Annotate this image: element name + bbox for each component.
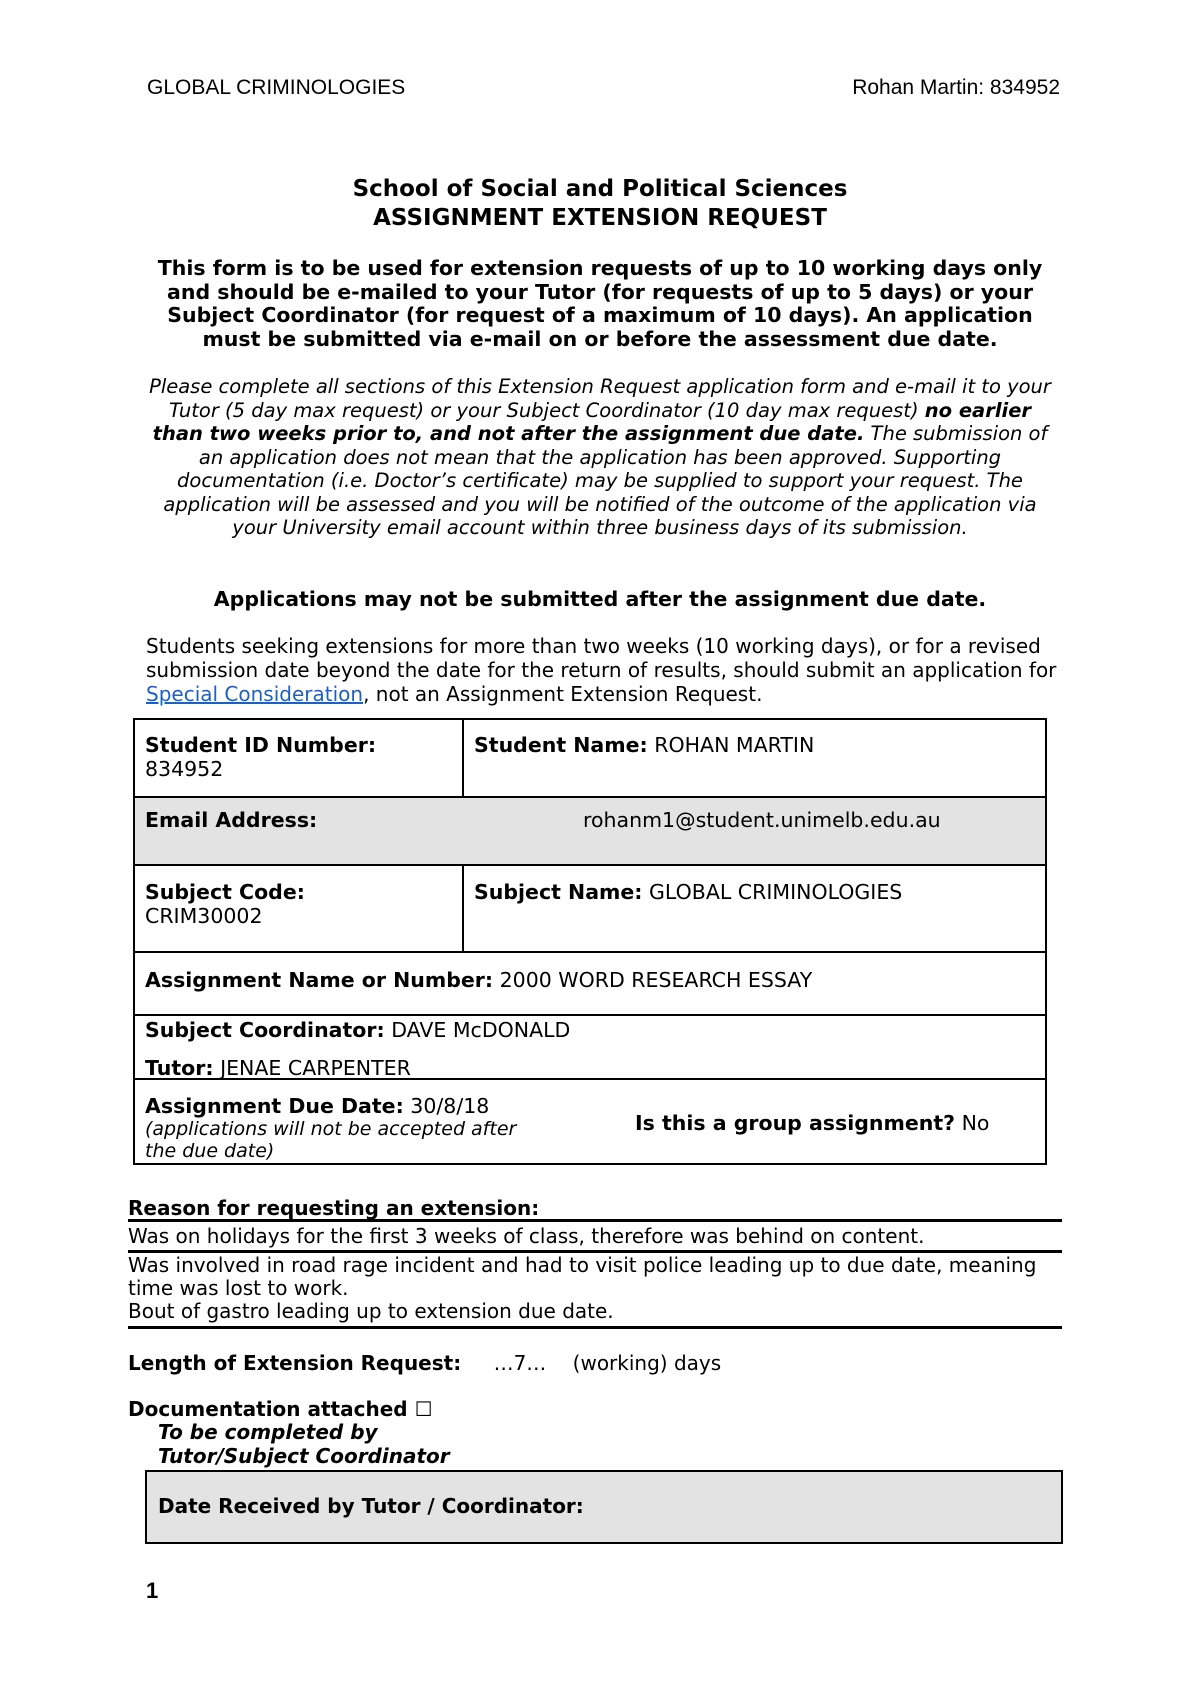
instructions-part1: Please complete all sections of this Extension Request application form and e-mail it to your Tutor (5 day max request) or your Subject Coordinator (10 day max request) [149,375,1051,422]
student-id-cell [145,733,376,781]
subject-code-value: CRIM30002 [145,904,263,928]
special-consideration-note [146,634,1066,706]
running-header-subject: GLOBAL CRIMINOLOGIES [147,76,406,99]
warning-text: Applications may not be submitted after the assignment due date. [213,587,987,611]
due-date-cell [145,1094,545,1162]
reason-line-2 [128,1254,1068,1300]
date-received-box [145,1470,1063,1544]
reason-line-1: Was on holidays for the first 3 weeks of class, therefore was behind on content. [128,1224,925,1248]
tbc-line-2: Tutor/Subject Coordinator [158,1444,450,1468]
instructions-part2: The submission of an application does not mean that the application has been approved. Supporting documentation (i.e. Doctor’s certificate) may be supplied to support your request. The application will be assessed and you will be notified of the outcome of the application via your University email account within three business days of its submission. [163,422,1048,539]
to-be-completed-note [158,1420,450,1468]
reason-line-2-text: Was involved in road rage incident and had to visit police leading up to due date, meaning time was lost to work. [128,1253,1037,1300]
subject-code-label: Subject Code: [145,880,305,904]
extension-length-unit: (working) days [572,1351,722,1375]
extension-length [128,1351,721,1375]
coordinator-label: Subject Coordinator: [145,1018,385,1042]
form-title: ASSIGNMENT EXTENSION REQUEST [373,205,827,231]
extension-form-table [133,718,1047,1165]
intro-paragraph: This form is to be used for extension requests of up to 10 working days only and should be e-mailed to your Tutor (for requests of up to 5 days) or your Subject Coordinator (for request of a maximum of 10 days). An application must be submitted via e-mail on or before the assessment due date. [157,256,1043,351]
email-row [135,798,1045,864]
email-label: Email Address: [145,808,318,832]
page-number: 1 [146,1578,159,1603]
tutor-cell [145,1056,411,1080]
subject-name-cell [474,880,902,904]
reason-label: Reason for requesting an extension: [128,1196,540,1220]
tutor-value: JENAE CARPENTER [220,1056,411,1080]
group-assignment-value: No [961,1111,990,1135]
due-date-note: (applications will not be accepted after the due date) [145,1118,517,1162]
documentation-attached [128,1397,433,1421]
assignment-cell [145,968,812,992]
student-id-label: Student ID Number: [145,733,377,757]
subject-name-value: GLOBAL CRIMINOLOGIES [649,880,903,904]
special-consideration-link[interactable]: Special Consideration [146,682,364,706]
tutor-label: Tutor: [145,1056,214,1080]
instructions-paragraph [148,375,1052,540]
running-header-student: Rohan Martin: 834952 [852,76,1060,99]
group-assignment-label: Is this a group assignment? [635,1111,956,1135]
tbc-line-1: To be completed by [158,1420,378,1444]
coordinator-value: DAVE McDONALD [391,1018,571,1042]
subject-name-label: Subject Name: [474,880,643,904]
student-id-value: 834952 [145,757,224,781]
extension-length-label: Length of Extension Request: [128,1351,462,1375]
assignment-value: 2000 WORD RESEARCH ESSAY [499,968,813,992]
documentation-checkbox[interactable]: ☐ [414,1397,433,1421]
due-date-label: Assignment Due Date: [145,1094,404,1118]
reason-line-3: Bout of gastro leading up to extension due date. [128,1299,614,1323]
documentation-label: Documentation attached [128,1397,408,1421]
student-name-value: ROHAN MARTIN [654,733,815,757]
student-name-cell [474,733,814,757]
group-assignment-cell [635,1111,989,1135]
email-value: rohanm1@student.unimelb.edu.au [583,808,941,832]
reason-rule-top [128,1219,1062,1222]
extension-length-value: …7… [493,1351,547,1375]
assignment-label: Assignment Name or Number: [145,968,494,992]
school-title: School of Social and Political Sciences [352,176,848,202]
date-received-label: Date Received by Tutor / Coordinator: [158,1494,584,1518]
student-name-label: Student Name: [474,733,648,757]
reason-rule-bottom [128,1326,1062,1329]
instructions-bold: no earlier than two weeks prior to, and not after the assignment due date. [152,398,1032,445]
coordinator-cell [145,1018,570,1042]
students-note-before: Students seeking extensions for more than two weeks (10 working days), or for a revised submission date beyond the date for the return of results, should submit an application for [146,634,1057,682]
due-date-value: 30/8/18 [410,1094,490,1118]
subject-code-cell [145,880,305,928]
students-note-after: , not an Assignment Extension Request. [363,682,763,706]
